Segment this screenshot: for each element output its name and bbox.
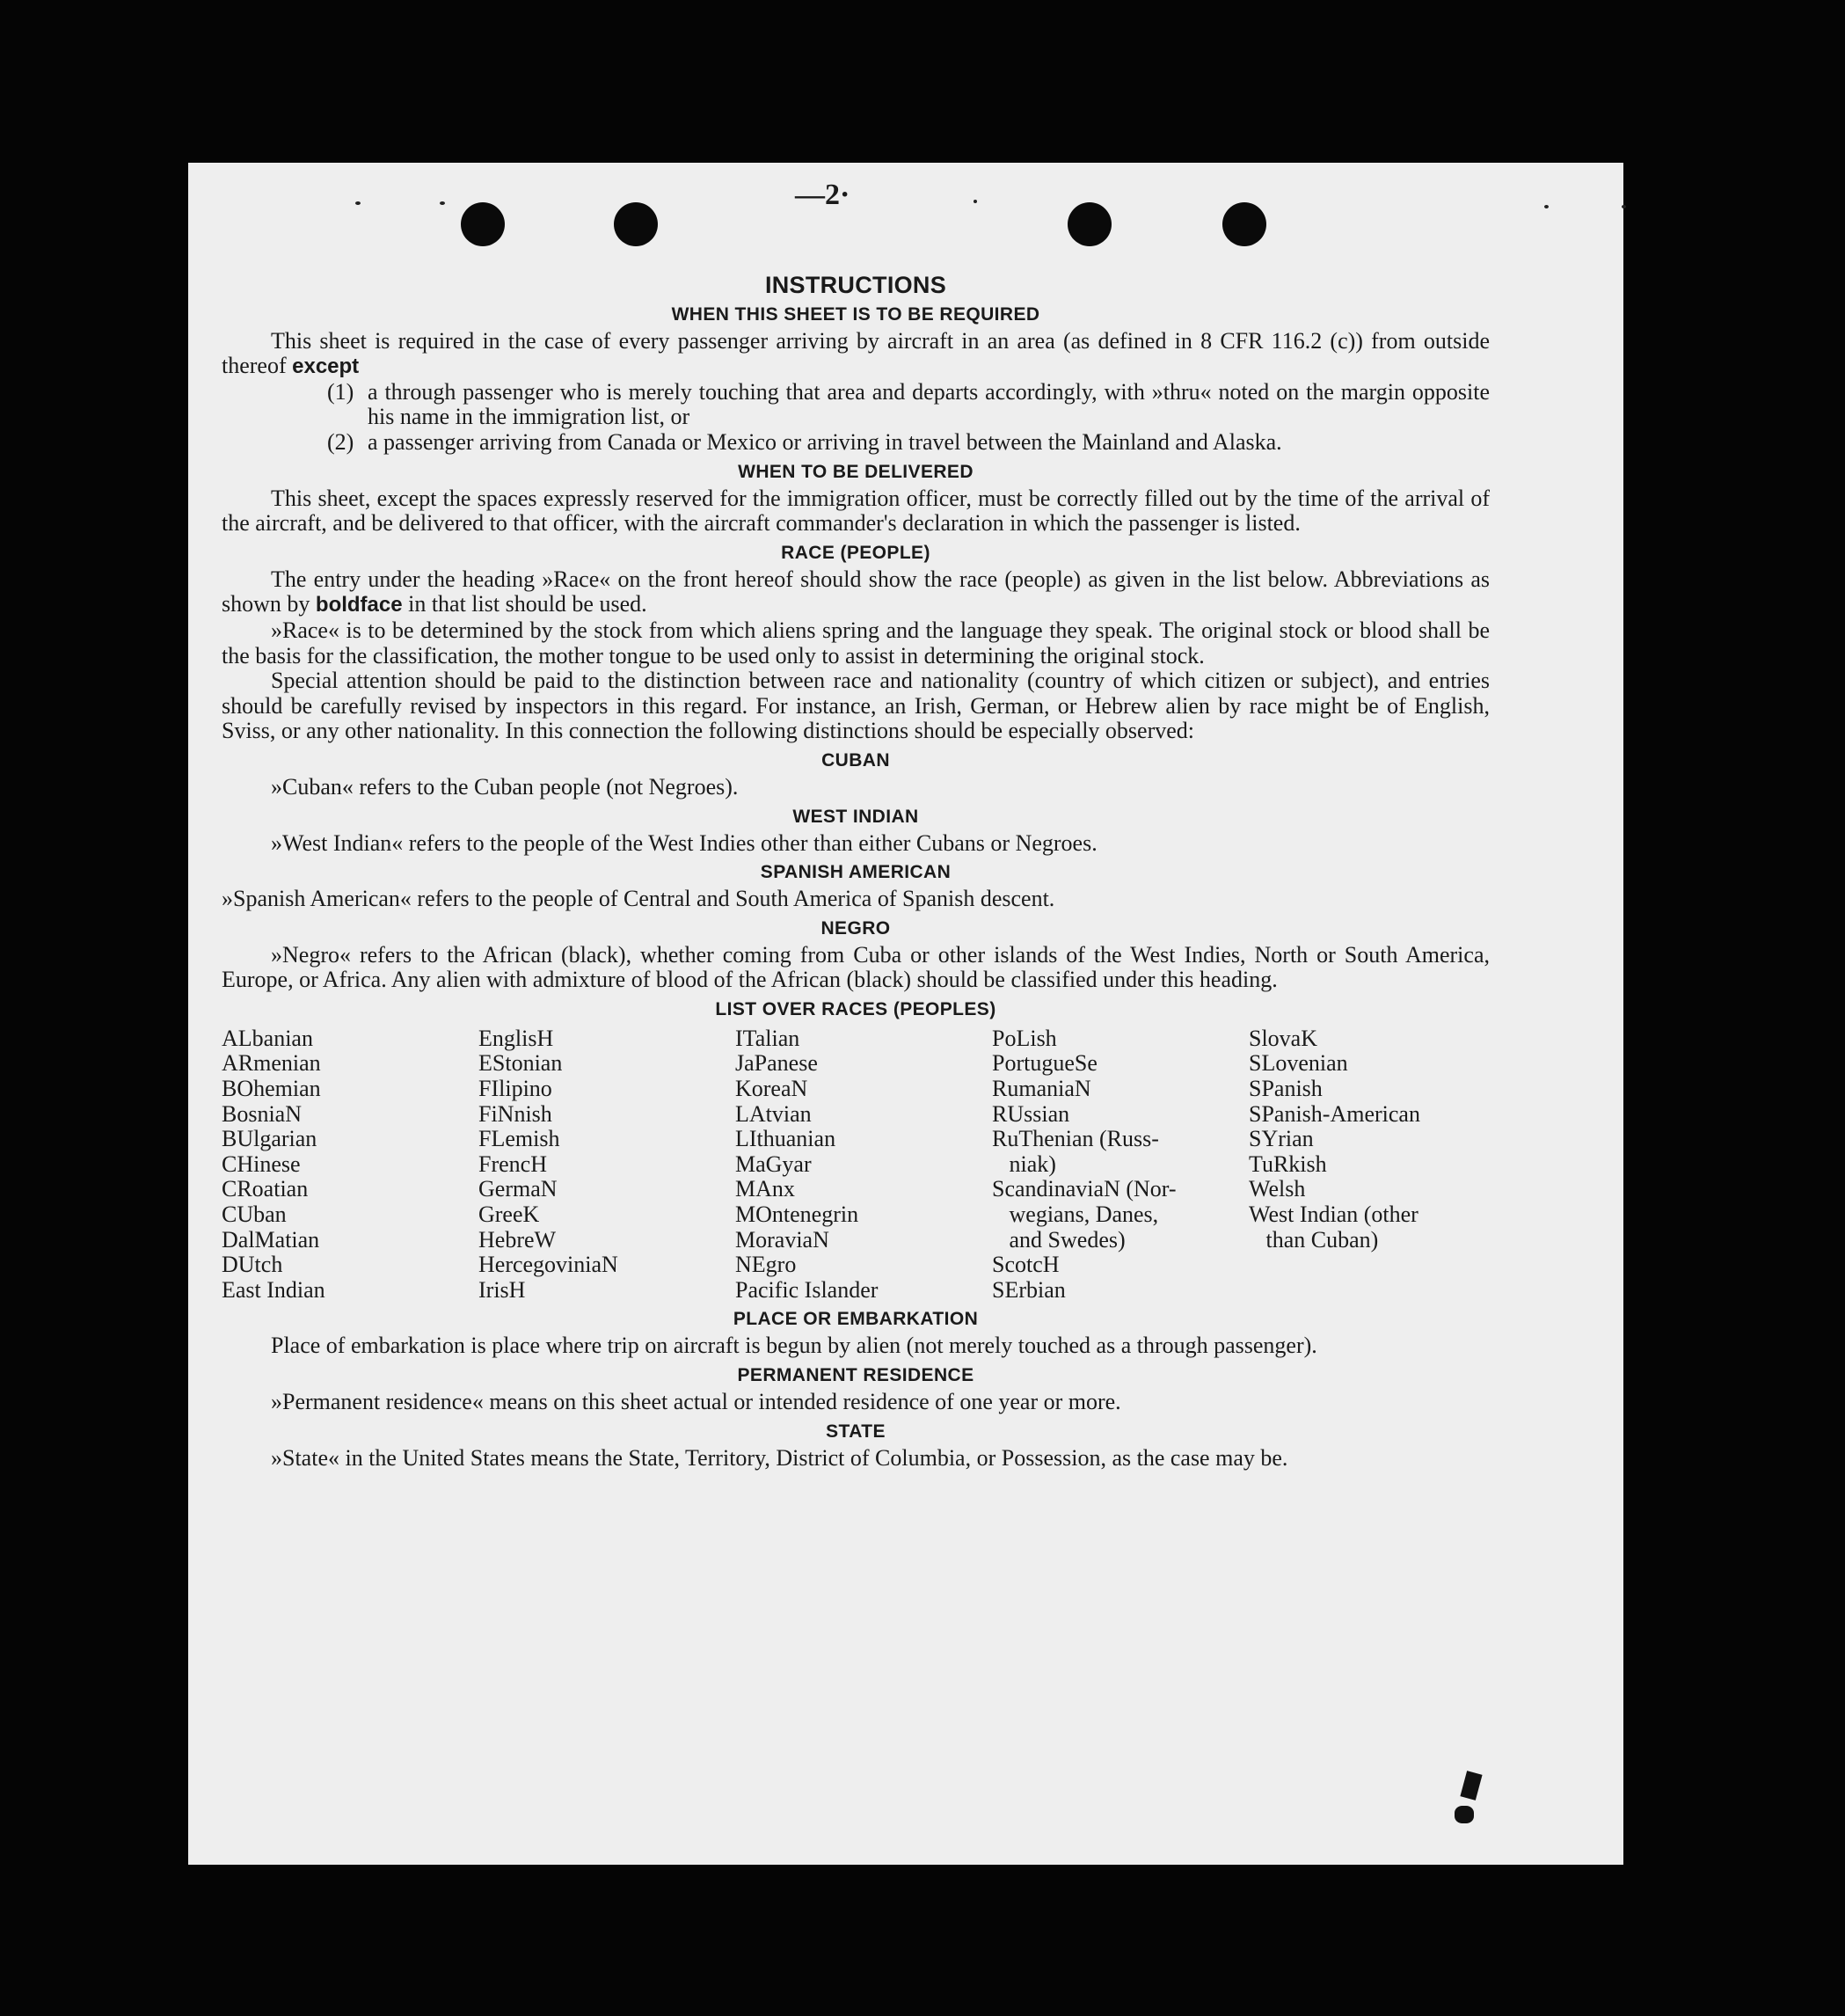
race-item: SYrian — [1249, 1126, 1314, 1152]
race-item: MaGyar — [735, 1150, 812, 1177]
race-column — [478, 1026, 735, 1304]
speck — [1622, 205, 1626, 208]
race-item: LAtvian — [735, 1100, 812, 1127]
race-p1-b: in that list should be used. — [408, 591, 647, 617]
required-intro-text: This sheet is required in the case of every passenger arriving by aircraft in an area (as defined in 8 CFR 116.2 (c)) from outside thereof — [222, 327, 1490, 379]
punch-hole — [1068, 202, 1112, 246]
cuban-text: »Cuban« refers to the Cuban people (not Negroes). — [271, 773, 739, 800]
race-column — [992, 1026, 1249, 1304]
race-item: Welsh — [1249, 1176, 1306, 1202]
state-text: »State« in the United States means the State, Territory, District of Columbia, or Possession, as the case may be. — [271, 1444, 1288, 1471]
race-paragraph-1 — [222, 567, 1490, 618]
heading-west-indian: WEST INDIAN — [792, 806, 919, 827]
race-item: MOntenegrin — [735, 1202, 859, 1228]
heading-embarkation: PLACE OR EMBARKATION — [733, 1309, 979, 1330]
race-item: FiNnish — [478, 1100, 552, 1127]
heading-race: RACE (PEOPLE) — [781, 542, 930, 563]
heading-race-list: LIST OVER RACES (PEOPLES) — [715, 998, 996, 1019]
race-item: ARmenian — [222, 1050, 321, 1077]
west-indian-text: »West Indian« refers to the people of the West Indies other than either Cubans or Negroes. — [271, 829, 1098, 856]
race-item: JaPanese — [735, 1050, 818, 1077]
race-column — [1249, 1026, 1490, 1304]
exception-item — [327, 430, 1490, 456]
race-item: EnglisH — [478, 1025, 554, 1051]
race-item: than Cuban) — [1249, 1226, 1379, 1253]
instructions-content — [222, 273, 1490, 1471]
race-item: niak) — [992, 1150, 1056, 1177]
race-item: GermaN — [478, 1176, 558, 1202]
speck — [1544, 205, 1549, 208]
race-item: FLemish — [478, 1126, 560, 1152]
heading-negro: NEGRO — [820, 917, 891, 939]
race-item: wegians, Danes, — [992, 1202, 1159, 1228]
race-item: BOhemian — [222, 1076, 321, 1102]
race-item: RuThenian (Russ- — [992, 1126, 1159, 1152]
heading-cuban: CUBAN — [821, 749, 890, 771]
race-item: KoreaN — [735, 1076, 808, 1102]
race-item: BosniaN — [222, 1100, 302, 1127]
race-item: RumaniaN — [992, 1076, 1091, 1102]
race-item: ScotcH — [992, 1252, 1060, 1278]
race-item: West Indian (other — [1249, 1202, 1418, 1228]
race-item: ScandinaviaN (Nor- — [992, 1176, 1177, 1202]
document-title: INSTRUCTIONS — [764, 272, 947, 298]
race-item: SLovenian — [1249, 1050, 1348, 1077]
race-item: Pacific Islander — [735, 1276, 879, 1303]
race-item: PoLish — [992, 1025, 1057, 1051]
race-item: SPanish — [1249, 1076, 1323, 1102]
race-item: SlovaK — [1249, 1025, 1317, 1051]
race-item: FIlipino — [478, 1076, 552, 1102]
ink-mark — [1455, 1806, 1474, 1823]
race-item: ALbanian — [222, 1025, 313, 1051]
race-item: CUban — [222, 1202, 287, 1228]
spanish-american-text: »Spanish American« refers to the people of Central and South America of Spanish descent. — [222, 886, 1055, 912]
race-item: BUlgarian — [222, 1126, 317, 1152]
race-item: IrisH — [478, 1276, 526, 1303]
required-intro — [222, 329, 1490, 380]
race-item: SErbian — [992, 1276, 1066, 1303]
punch-hole — [461, 202, 505, 246]
heading-state: STATE — [826, 1421, 886, 1442]
race-p1-bold: boldface — [315, 593, 403, 617]
race-list — [222, 1026, 1490, 1304]
race-paragraph-3: Special attention should be paid to the distinction between race and nationality (country of which citizen or subject), and entries should be carefully revised by inspectors in this regard. For instance, an Irish, German, or Hebrew alien by race might be of English, Sviss, or any other nationality. In this connection the following distinctions should be especially observed: — [222, 668, 1490, 744]
required-intro-bold: except — [292, 354, 360, 379]
race-item: HebreW — [478, 1226, 557, 1253]
page-number: —2· — [795, 179, 850, 211]
item-text: a through passenger who is merely touching that area and departs accordingly, with »thru« noted on the margin opposite his name in the immigration list, or — [368, 378, 1490, 430]
race-item: MAnx — [735, 1176, 795, 1202]
race-item: HercegoviniaN — [478, 1252, 618, 1278]
heading-permanent-residence: PERMANENT RESIDENCE — [737, 1365, 974, 1385]
race-item: CRoatian — [222, 1176, 309, 1202]
race-item: DUtch — [222, 1252, 283, 1278]
race-item: GreeK — [478, 1202, 540, 1228]
race-item: SPanish-American — [1249, 1100, 1420, 1127]
heading-spanish-american: SPANISH AMERICAN — [760, 862, 952, 883]
race-column — [735, 1026, 992, 1304]
item-number: (2) — [327, 428, 354, 455]
race-column — [222, 1026, 478, 1304]
item-number: (1) — [327, 378, 354, 405]
race-item: DalMatian — [222, 1226, 320, 1253]
race-item: and Swedes) — [992, 1226, 1126, 1253]
race-item: CHinese — [222, 1150, 301, 1177]
punch-hole — [614, 202, 658, 246]
race-item: ITalian — [735, 1025, 800, 1051]
race-item: TuRkish — [1249, 1150, 1327, 1177]
race-p1-a: The entry under the heading »Race« on the front hereof should show the race (people) as given in the list below. Abbreviations as shown by — [222, 566, 1490, 617]
race-item: RUssian — [992, 1100, 1070, 1127]
exception-item — [327, 380, 1490, 430]
race-item: PortugueSe — [992, 1050, 1098, 1077]
residence-text: »Permanent residence« means on this sheet actual or intended residence of one year or more. — [271, 1389, 1121, 1414]
race-item: EStonian — [478, 1050, 563, 1077]
race-item: LIthuanian — [735, 1126, 836, 1152]
race-item: MoraviaN — [735, 1226, 829, 1253]
race-item: NEgro — [735, 1252, 797, 1278]
speck — [440, 201, 445, 205]
race-paragraph-2: »Race« is to be determined by the stock from which aliens spring and the language they speak. The original stock or blood shall be the basis for the classification, the mother tongue to be used only to assist in determining the original stock. — [222, 617, 1490, 668]
speck — [355, 201, 361, 205]
race-item: FrencH — [478, 1150, 547, 1177]
document-sheet — [188, 163, 1623, 1865]
heading-when-delivered: WHEN TO BE DELIVERED — [738, 461, 974, 482]
item-text: a passenger arriving from Canada or Mexico or arriving in travel between the Mainland and Alaska. — [368, 428, 1282, 455]
speck — [974, 200, 977, 203]
punch-hole — [1222, 202, 1266, 246]
ink-mark — [1460, 1771, 1482, 1801]
heading-when-required: WHEN THIS SHEET IS TO BE REQUIRED — [671, 303, 1040, 325]
race-item: East Indian — [222, 1276, 325, 1303]
delivered-text: This sheet, except the spaces expressly reserved for the immigration officer, must be correctly filled out by the time of the arrival of the aircraft, and be delivered to that officer, with the aircraft commander's declaration in which the passenger is listed. — [222, 485, 1490, 537]
embarkation-text: Place of embarkation is place where trip on aircraft is begun by alien (not merely touched as a through passenger). — [271, 1333, 1317, 1359]
negro-text: »Negro« refers to the African (black), whether coming from Cuba or other islands of the West Indies, North or South America, Europe, or Africa. Any alien with admixture of blood of the African (black) should be classified under this heading. — [222, 941, 1490, 993]
